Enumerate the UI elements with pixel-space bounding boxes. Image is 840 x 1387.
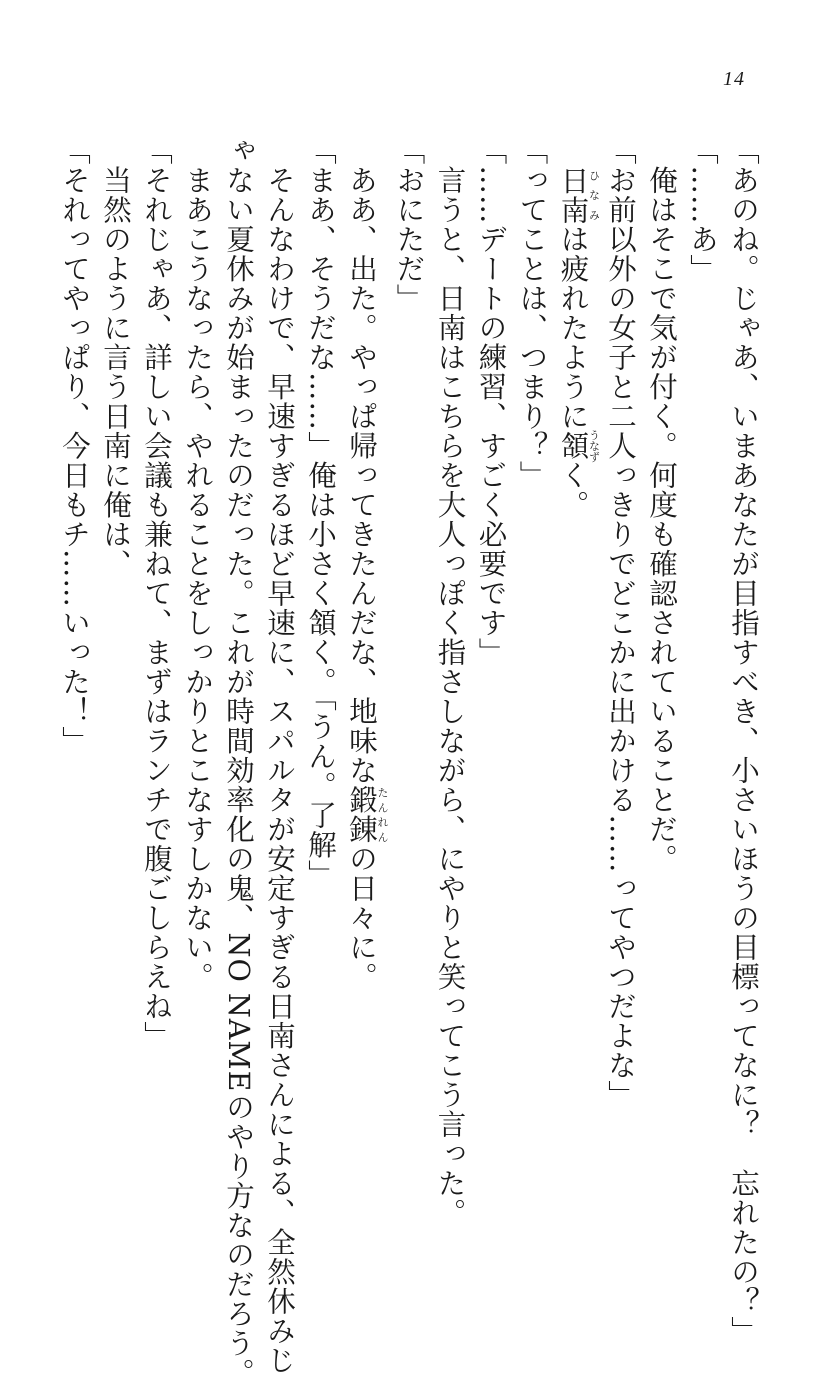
text-segment: は疲れたように — [556, 224, 590, 431]
text-line-7: 「……デートの練習、すごく必要です」 — [474, 136, 508, 667]
text-segment: く。 — [556, 460, 590, 520]
ruby-base: 日南 — [556, 165, 590, 225]
body-text — [58, 136, 764, 1387]
text-line-16: 当然のように言う日南に俺は、 — [99, 136, 132, 579]
text-line-5 — [553, 136, 601, 1116]
ruby-base: 頷 — [556, 429, 590, 463]
text-line-8: 言うと、日南はこちらを大人っぽく指さしながら、にやりと笑ってこう言った。 — [433, 136, 467, 1228]
text-line-12: そんなわけで、早速すぎるほど早速に、スパルタが安定すぎる日南さんによる、全然休みじ — [263, 136, 296, 1375]
ruby-reading: ひなみ — [587, 165, 601, 225]
text-line-10 — [341, 136, 389, 1116]
ruby-hinami — [556, 165, 601, 225]
text-line-3: 俺はそこで気が付く。何度も確認されていることだ。 — [645, 136, 678, 874]
text-line-9: 「おにただ」 — [392, 136, 426, 313]
text-segment: の日々に。 — [345, 844, 378, 992]
text-line-15: 「それじゃあ、詳しい会議も兼ねて、まずはランチで腹ごしらえね」 — [140, 136, 173, 1051]
page-number: 14 — [723, 68, 745, 90]
ruby-tanren — [345, 785, 389, 844]
text-line-14: まあこうなったら、やれることをしっかりとこなすしかない。 — [181, 136, 214, 992]
text-segment: ああ、出た。やっぱ帰ってきたんだな、地味な — [345, 136, 378, 785]
text-line-4: 「お前以外の女子と二人っきりでどこかに出かける……ってやつだよな」 — [604, 136, 637, 1110]
text-line-1: 「あのね。じゃあ、いまあなたが目指すべき、小さいほうの目標ってなに？ 忘れたの？」 — [727, 136, 760, 1346]
ruby-reading: たんれん — [376, 785, 389, 844]
ruby-unazu — [556, 429, 601, 463]
text-line-11: 「まあ、そうだな……」俺は小さく頷く。「うん。了解」 — [304, 136, 337, 889]
text-line-13: ゃない夏休みが始まったのだった。これが時間効率化の鬼、NO NAMEのやり方なのだろう。 — [222, 136, 255, 1387]
text-line-17: 「それってやっぱり、今日もチ……いった！」 — [58, 136, 91, 756]
text-line-6: 「ってことは、つまり？」 — [515, 136, 549, 490]
text-segment — [557, 136, 590, 166]
ruby-base: 鍛錬 — [345, 785, 378, 844]
text-line-2: 「……あ」 — [686, 136, 719, 284]
ruby-reading: うなず — [587, 429, 601, 463]
